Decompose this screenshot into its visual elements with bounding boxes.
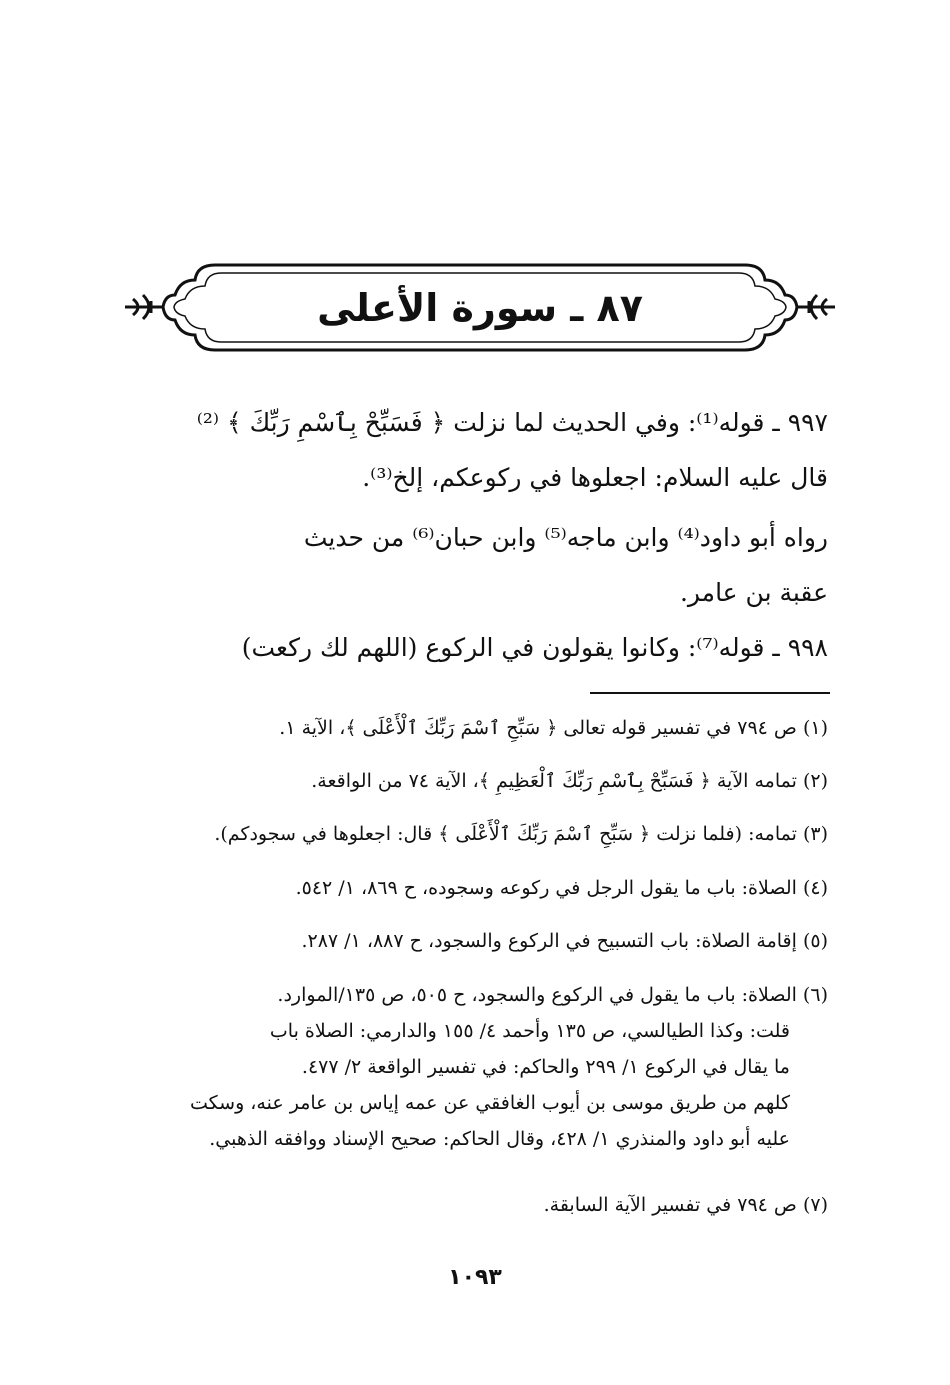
surah-title: ٨٧ ـ سورة الأعلى	[317, 285, 643, 330]
entry-997	[138, 395, 828, 505]
entry-997-narration	[138, 510, 828, 620]
entry-997-line-4: عقبة بن عامر.	[679, 578, 828, 607]
footnote-6	[138, 977, 828, 1157]
footnote-5: (٥) إقامة الصلاة: باب التسبيح في الركوع والسجود، ح ٨٨٧، ١/ ٢٨٧.	[301, 930, 828, 952]
entry-998-line-1: ٩٩٨ ـ قوله⁽⁷⁾: وكانوا يقولون في الركوع (اللهم لك ركعت)	[241, 633, 828, 662]
footnote-3: (٣) تمامه: (فلما نزلت ﴿ سَبِّحِ ٱسْمَ رَبِّكَ ٱلْأَعْلَى ﴾ قال: اجعلوها في سجودكم).	[214, 823, 828, 845]
page-number: ١٠٩٣	[448, 1265, 502, 1290]
entry-997-line-1: ٩٩٧ ـ قوله⁽¹⁾: وفي الحديث لما نزلت ﴿ فَسَبِّحْ بِٱسْمِ رَبِّكَ ﴾ ⁽²⁾	[196, 408, 828, 437]
footnote-1: (١) ص ٧٩٤ في تفسير قوله تعالى ﴿ سَبِّحِ ٱسْمَ رَبِّكَ ٱلْأَعْلَى ﴾، الآية ١.	[279, 717, 828, 739]
footnote-2: (٢) تمامه الآية ﴿ فَسَبِّحْ بِٱسْمِ رَبِّكَ ٱلْعَظِيمِ ﴾، الآية ٧٤ من الواقعة.	[311, 770, 828, 792]
footnote-6-line-3: ما يقال في الركوع ١/ ٢٩٩ والحاكم: في تفسير الواقعة ٢/ ٤٧٧.	[301, 1056, 790, 1078]
footnote-6-line-2: قلت: وكذا الطيالسي، ص ١٣٥ وأحمد ٤/ ١٥٥ والدارمي: الصلاة باب	[269, 1020, 790, 1042]
entry-998	[138, 620, 828, 675]
footnote-separator	[590, 692, 830, 694]
footnote-4: (٤) الصلاة: باب ما يقول الرجل في ركوعه وسجوده، ح ٨٦٩، ١/ ٥٤٢.	[295, 877, 828, 899]
footnote-6-line-5: عليه أبو داود والمنذري ١/ ٤٢٨، وقال الحاكم: صحيح الإسناد ووافقه الذهبي.	[209, 1128, 790, 1150]
surah-title-frame	[125, 255, 835, 360]
footnote-6-line-4: كلهم من طريق موسى بن أيوب الغافقي عن عمه إياس بن عامر عنه، وسكت	[190, 1092, 790, 1114]
footnote-7: (٧) ص ٧٩٤ في تفسير الآية السابقة.	[543, 1194, 828, 1216]
entry-997-line-3: رواه أبو داود⁽⁴⁾ وابن ماجه⁽⁵⁾ وابن حبان⁽⁶⁾ من حديث	[303, 523, 828, 552]
entry-997-line-2: قال عليه السلام: اجعلوها في ركوعكم، إلخ⁽³⁾.	[362, 463, 828, 492]
footnote-6-line-1: (٦) الصلاة: باب ما يقول في الركوع والسجود، ح ٥٠٥، ص ١٣٥/الموارد.	[277, 984, 828, 1006]
